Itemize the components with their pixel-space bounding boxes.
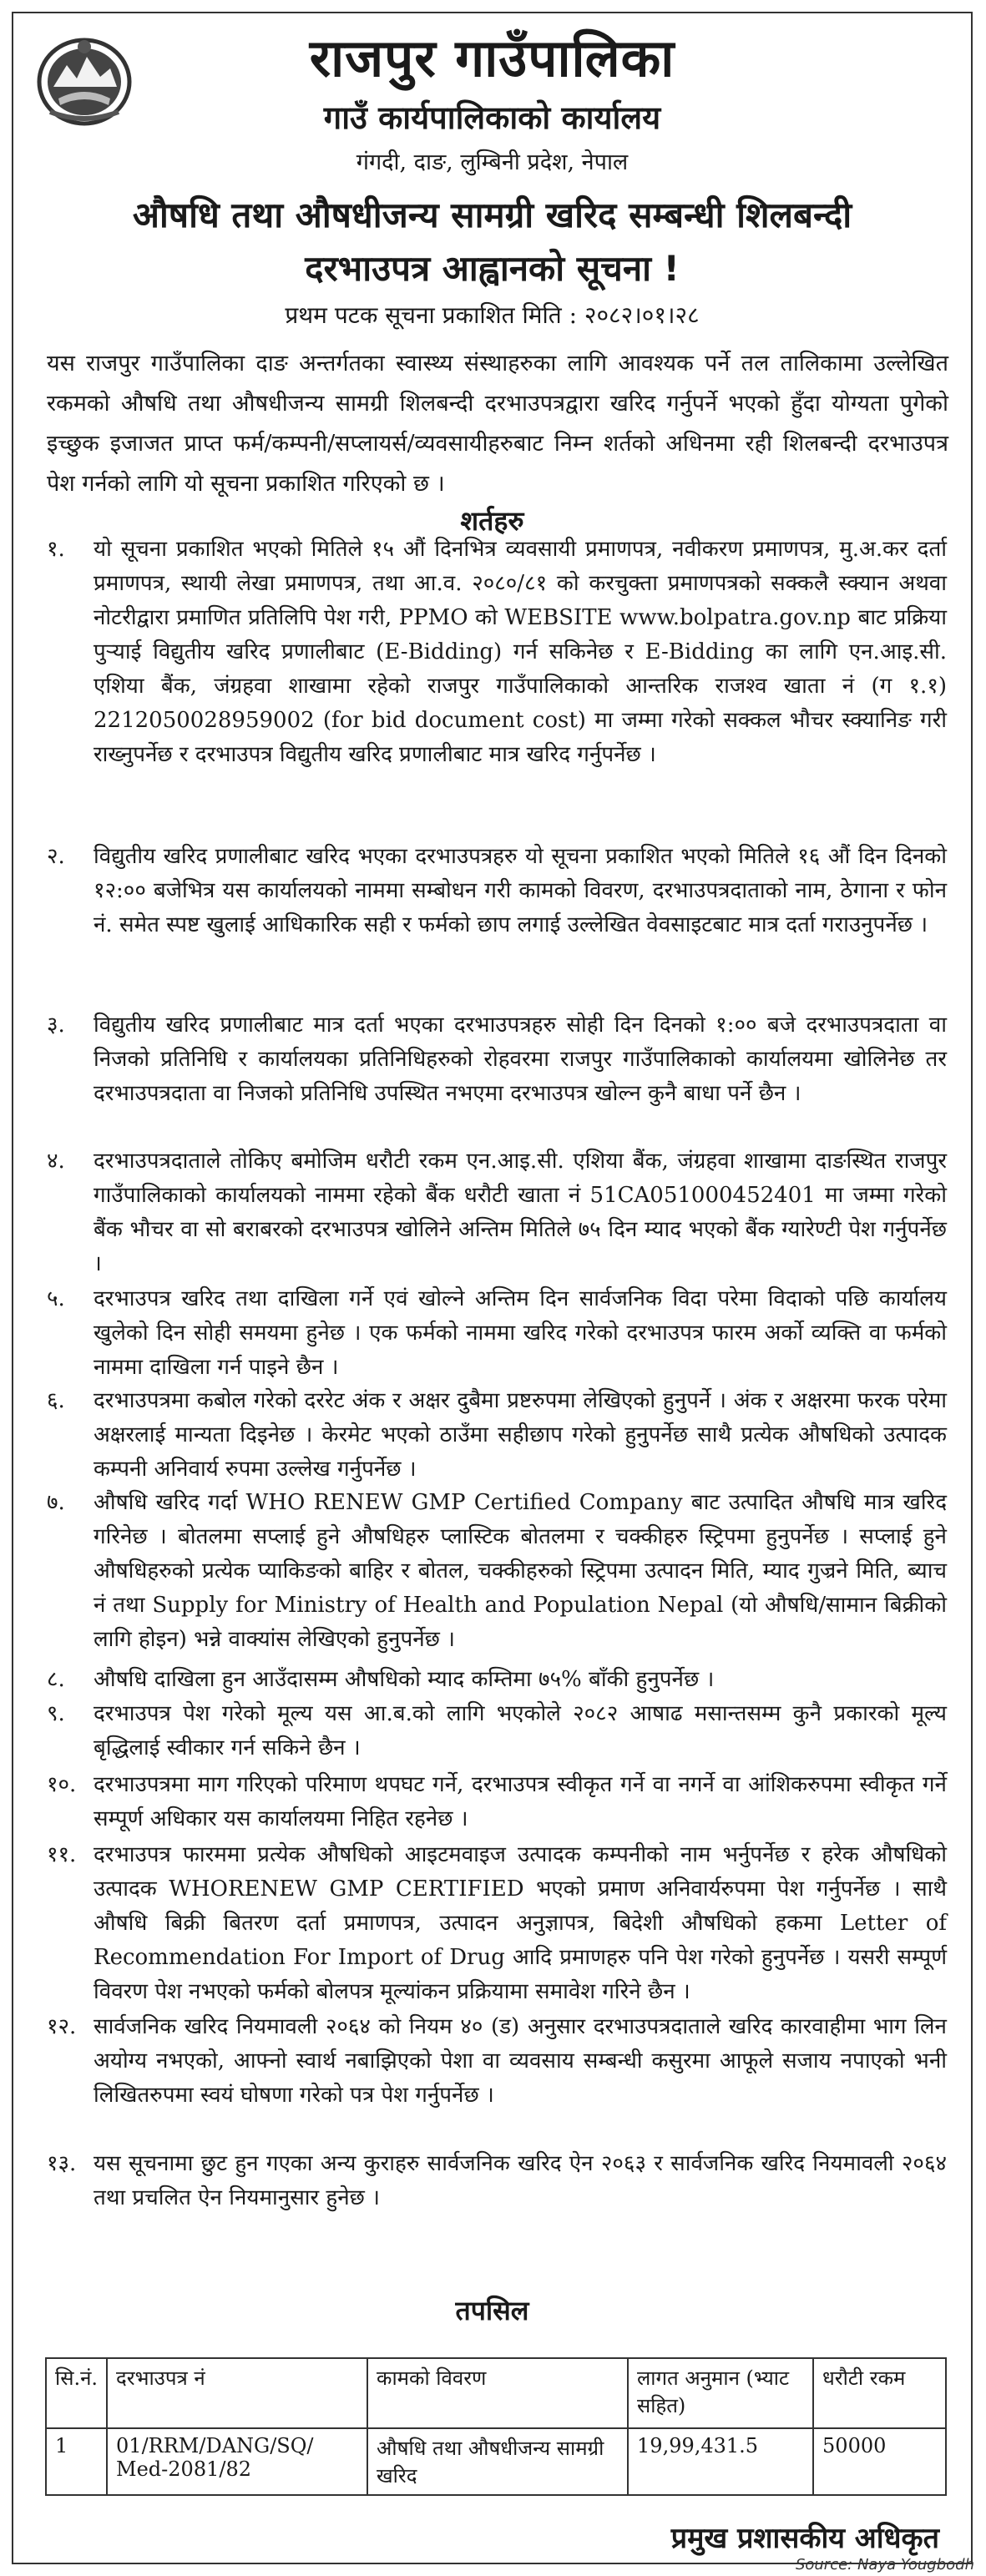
- col-header-work-description: कामको विवरण: [367, 2358, 628, 2428]
- condition-text: यो सूचना प्रकाशित भएको मितिले १५ औं दिनभित्र व्यवसायी प्रमाणपत्र, नवीकरण प्रमाणपत्र, मु.अ.कर दर्ता प्रमाणपत्र, स्थायी लेखा प्रमाणपत्र, तथा आ.व. २०८०/८१ को करचुक्ता प्रमाणपत्रको सक्कलै स्क्यान अथवा नोटरीद्वारा प्रमाणित प्रतिलिपि पेश गरी, PPMO को WEBSITE www.bolpatra.gov.np बाट प्रक्रिया पुऱ्याई विद्युतीय खरिद प्रणालीबाट (E-Bidding) गर्न सकिनेछ र E-Bidding का लागि एन.आइ.सी. एशिया बैंक, जंग्रहवा शाखामा रहेको राजपुर गाउँपालिकाको आन्तरिक राजश्व खाता नं (ग १.१) 221205002895900​2 (for bid document cost) मा जम्मा गरेको सक्कल भौचर स्क्यानिङ गरी राख्नुपर्नेछ र दरभाउपत्र विद्युतीय खरिद प्रणालीबाट मात्र खरिद गर्नुपर्नेछ ।: [94, 537, 947, 767]
- notice-title-line1: औषधि तथा औषधीजन्य सामग्री खरिद सम्बन्धी शिलबन्दी: [132, 194, 852, 235]
- condition-item: [47, 1768, 947, 1836]
- condition-item: [47, 840, 947, 942]
- col-header-bid-security: धरौटी रकम: [813, 2358, 946, 2428]
- notice-title-line2: दरभाउपत्र आह्वानको सूचना !: [305, 248, 680, 289]
- signature: प्रमुख प्रशासकीय अधिकृत: [670, 2522, 939, 2555]
- source-credit: Source: Naya Yougbodh: [795, 2556, 974, 2573]
- cell-bid-security: 50000: [813, 2428, 946, 2495]
- condition-text: औषधि दाखिला हुन आउँदासम्म औषधिको म्याद कम्तिमा ७५% बाँकी हुनुपर्नेछ ।: [94, 1667, 715, 1692]
- condition-text: दरभाउपत्रमा कबोल गरेको दररेट अंक र अक्षर दुबैमा प्रष्टरुपमा लेखिएको हुनुपर्ने । अंक र अक्षरमा फरक परेमा अक्षरलाई मान्यता दिइनेछ । केरमेट भएको ठाउँमा सहीछाप गरेको हुनुपर्नेछ साथै प्रत्येक औषधिको उत्पादक कम्पनी अनिवार्य रुपमा उल्लेख गर्नुपर्नेछ ।: [94, 1388, 947, 1482]
- intro-paragraph: यस राजपुर गाउँपालिका दाङ अन्तर्गतका स्वास्थ्य संस्थाहरुका लागि आवश्यक पर्ने तल तालिकामा उल्लेखित रकमको औषधि तथा औषधीजन्य सामग्री शिलबन्दी दरभाउपत्रद्वारा खरिद गर्नुपर्ने भएको हुँदा योग्यता पुगेको इच्छुक इजाजत प्राप्त फर्म/कम्पनी/सप्लायर्स/व्यवसायीहरुबाट निम्न शर्तको अधिनमा रही शिलबन्दी दरभाउपत्र पेश गर्नको लागि यो सूचना प्रकाशित गरिएको छ ।: [47, 351, 948, 497]
- condition-number: १२.: [47, 2014, 77, 2039]
- condition-item: [47, 533, 947, 772]
- cell-cost-estimate: 19,99,431.5: [628, 2428, 813, 2495]
- condition-text: सार्वजनिक खरिद नियमावली २०६४ को नियम ४० (ड) अनुसार दरभाउपत्रदाताले खरिद कारवाहीमा भाग लिन अयोग्य नभएको, आफ्नो स्वार्थ नबाझिएको पेशा वा व्यवसाय सम्बन्धी कसुरमा आफूले सजाय नपाएको भनी लिखितरुपमा स्वयं घोषणा गरेको पत्र पेश गर्नुपर्नेछ ।: [94, 2014, 947, 2108]
- office-title: गाउँ कार्यपालिकाको कार्यालय: [323, 99, 661, 136]
- condition-text: दरभाउपत्र खरिद तथा दाखिला गर्ने एवं खोल्ने अन्तिम दिन सार्वजनिक विदा परेमा विदाको पछि कार्यालय खुलेको दिन सोही समयमा हुनेछ । एक फर्मको नाममा खरिद गरेको दरभाउपत्र फारम अर्को व्यक्ति वा फर्मको नाममा दाखिला गर्न पाइने छैन ।: [94, 1286, 947, 1380]
- condition-item: [47, 2010, 947, 2113]
- table-row: [46, 2428, 946, 2495]
- condition-text: दरभाउपत्रदाताले तोकिए बमोजिम धरौटी रकम एन.आइ.सी. एशिया बैंक, जंग्रहवा शाखामा दाङस्थित राजपुर गाउँपालिकाको कार्यालयको नाममा रहेको बैंक धरौटी खाता नं 51CA051000452401 मा जम्मा गरेको बैंक भौचर वा सो बराबरको दरभाउपत्र खोलिने अन्तिम मितिले ७५ दिन म्याद भएको बैंक ग्यारेण्टी पेश गर्नुपर्नेछ ।: [94, 1149, 947, 1276]
- col-header-tender-no: दरभाउपत्र नं: [107, 2358, 367, 2428]
- address: गंगदी, दाङ, लुम्बिनी प्रदेश, नेपाल: [356, 149, 629, 175]
- col-header-serial: सि.नं.: [46, 2358, 107, 2428]
- table-header-row: [46, 2358, 946, 2428]
- conditions-heading: शर्तहरु: [460, 505, 524, 537]
- notice-page: [12, 12, 973, 2564]
- condition-number: १३.: [47, 2151, 77, 2176]
- condition-text: दरभाउपत्र फारममा प्रत्येक औषधिको आइटमवाइज उत्पादक कम्पनीको नाम भर्नुपर्नेछ र हरेक औषधिको उत्पादक WHORENEW GMP CERTIFIED भएको प्रमाण अनिवार्यरुपमा पेश गर्नुपर्नेछ । साथै औषधि बिक्री बितरण दर्ता प्रमाणपत्र, उत्पादन अनुज्ञापत्र, बिदेशी औषधिको हकमा Letter of Recommendation For Import of Drug आदि प्रमाणहरु पनि पेश गरेको हुनुपर्नेछ । यसरी सम्पूर्ण विवरण पेश नभएको फर्मको बोलपत्र मूल्यांकन प्रक्रियामा समावेश गरिने छैन ।: [94, 1842, 947, 2004]
- condition-number: २.: [47, 844, 65, 869]
- condition-text: यस सूचनामा छुट हुन गएका अन्य कुराहरु सार्वजनिक खरिद ऐन २०६३ र सार्वजनिक खरिद नियमावली २०६४ तथा प्रचलित ऐन नियमानुसार हुनेछ ।: [94, 2151, 947, 2210]
- cell-work-description: औषधि तथा औषधीजन्य सामग्री खरिद: [367, 2428, 628, 2495]
- condition-text: औषधि खरिद गर्दा WHO RENEW GMP Certified Company बाट उत्पादित औषधि मात्र खरिद गरिनेछ । बोतलमा सप्लाई हुने औषधिहरु प्लास्टिक बोतलमा र चक्कीहरु स्ट्रिपमा हुनुपर्नेछ । सप्लाई हुने औषधिहरुको प्रत्येक प्याकिङको बाहिर र बोतल, चक्कीहरुको स्ट्रिपमा उत्पादन मिति, म्याद गुज्रने मिति, ब्याच नं तथा Supply for Ministry of Health and Population Nepal (यो औषधि/सामान बिक्रीको लागि होइन) भन्ने वाक्यांस लेखिएको हुनुपर्नेछ ।: [94, 1490, 947, 1652]
- condition-text: दरभाउपत्रमा माग गरिएको परिमाण थपघट गर्ने, दरभाउपत्र स्वीकृत गर्ने वा नगर्ने वा आंशिकरुपमा स्वीकृत गर्ने सम्पूर्ण अधिकार यस कार्यालयमा निहित रहनेछ ।: [94, 1772, 947, 1831]
- condition-item: [47, 1282, 947, 1385]
- condition-item: [47, 1663, 947, 1697]
- condition-text: विद्युतीय खरिद प्रणालीबाट खरिद भएका दरभाउपत्रहरु यो सूचना प्रकाशित भएको मितिले १६ औं दिन दिनको १२:०० बजेभित्र यस कार्यालयको नाममा सम्बोधन गरी कामको विवरण, दरभाउपत्रदाताको नाम, ठेगाना र फोन नं. समेत स्पष्ट खुलाई आधिकारिक सही र फर्मको छाप लगाई उल्लेखित वेवसाइटबाट मात्र दर्ता गराउनुपर्नेछ ।: [94, 844, 947, 937]
- condition-number: ३.: [47, 1013, 65, 1038]
- condition-number: ७.: [47, 1490, 65, 1515]
- condition-text: विद्युतीय खरिद प्रणालीबाट मात्र दर्ता भएका दरभाउपत्रहरु सोही दिन दिनको १:०० बजे दरभाउपत्रदाता वा निजको प्रतिनिधि र कार्यालयका प्रतिनिधिहरुको रोहवरमा राजपुर गाउँपालिकाको कार्यालयमा खोलिनेछ तर दरभाउपत्रदाता वा निजको प्रतिनिधि उपस्थित नभएमा दरभाउपत्र खोल्न कुनै बाधा पर्ने छैन ।: [94, 1013, 947, 1106]
- condition-item: [47, 1144, 947, 1281]
- condition-item: [47, 1838, 947, 2009]
- condition-item: [47, 1486, 947, 1657]
- tender-table: [45, 2357, 947, 2496]
- condition-number: ५.: [47, 1286, 65, 1311]
- cell-tender-no: 01/RRM/DANG/SQ/ Med-2081/82: [107, 2428, 367, 2495]
- condition-number: १०.: [47, 1772, 77, 1797]
- table-heading: तपसिल: [455, 2295, 529, 2326]
- condition-number: ६.: [47, 1388, 65, 1413]
- condition-item: [47, 2147, 947, 2215]
- condition-number: ९.: [47, 1701, 65, 1726]
- cell-serial: 1: [46, 2428, 107, 2495]
- condition-number: ११.: [47, 1842, 77, 1867]
- publish-date: प्रथम पटक सूचना प्रकाशित मिति : २०८२।०१।२८: [285, 301, 700, 329]
- condition-number: १.: [47, 537, 65, 562]
- condition-item: [47, 1384, 947, 1487]
- condition-item: [47, 1697, 947, 1765]
- condition-number: ४.: [47, 1149, 65, 1174]
- col-header-cost-estimate: लागत अनुमान (भ्याट सहित): [628, 2358, 813, 2428]
- condition-number: ८.: [47, 1667, 65, 1692]
- condition-text: दरभाउपत्र पेश गरेको मूल्य यस आ.ब.को लागि भएकोले २०८२ आषाढ मसान्तसम्म कुनै प्रकारको मूल्य बृद्धिलाई स्वीकार गर्न सकिने छैन ।: [94, 1701, 947, 1760]
- municipality-title: राजपुर गाउँपालिका: [309, 28, 675, 88]
- condition-item: [47, 1008, 947, 1111]
